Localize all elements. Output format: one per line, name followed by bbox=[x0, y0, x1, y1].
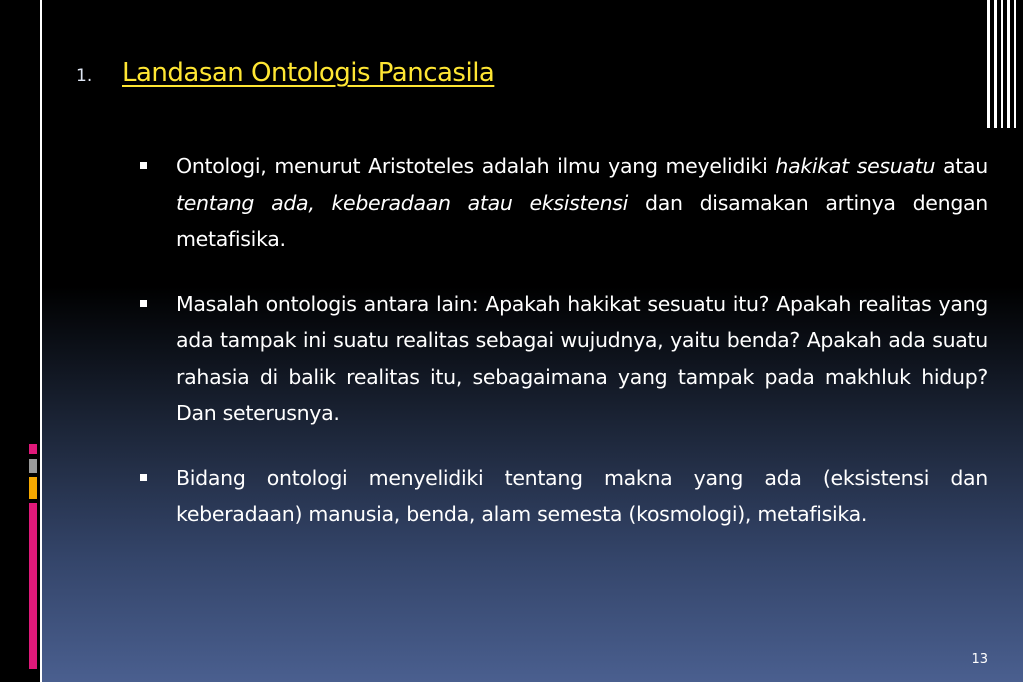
bullet-text: dan disamakan artinya dengan metafisika. bbox=[176, 190, 988, 251]
bullet-square-icon bbox=[140, 162, 147, 169]
stripe bbox=[1007, 0, 1010, 128]
page-number: 13 bbox=[971, 652, 988, 667]
bullet-text: Bidang ontologi menyelidiki tentang makna yang ada (eksistensi dan keberadaan) manusia, benda, alam semesta (kosmologi), metafisika. bbox=[176, 465, 988, 526]
bullet-item bbox=[138, 148, 988, 258]
decor-bar-pink-long bbox=[29, 503, 37, 669]
stripe bbox=[1014, 0, 1016, 128]
stripe bbox=[1001, 0, 1003, 128]
bullet-square-icon bbox=[140, 300, 147, 307]
left-white-edge bbox=[40, 0, 42, 682]
bullet-item bbox=[138, 460, 988, 533]
bullet-text: Masalah ontologis antara lain: Apakah hakikat sesuatu itu? Apakah realitas yang ada tampak ini suatu realitas sebagai wujudnya, yaitu benda? Apakah ada suatu rahasia di balik realitas itu, sebagaimana yang tampak pada makhluk hidup? Dan seterusnya. bbox=[176, 291, 988, 425]
bullet-square-icon bbox=[140, 474, 147, 481]
bullet-text-italic: tentang ada, keberadaan atau eksistensi bbox=[176, 190, 629, 215]
bullet-text-italic: hakikat sesuatu bbox=[775, 154, 936, 178]
heading-number: 1. bbox=[76, 66, 93, 86]
bullet-text: Ontologi, menurut Aristoteles adalah ilmu yang meyelidiki bbox=[176, 154, 776, 178]
bullet-list bbox=[138, 148, 988, 533]
stripe bbox=[994, 0, 997, 128]
stripe bbox=[987, 0, 990, 128]
top-right-stripes bbox=[983, 0, 1023, 128]
bullet-text: atau bbox=[935, 154, 988, 178]
bullet-item bbox=[138, 286, 988, 432]
decor-bar-orange bbox=[29, 477, 37, 499]
decor-bar-pink-top bbox=[29, 444, 37, 454]
slide-heading: Landasan Ontologis Pancasila bbox=[122, 58, 495, 88]
decor-bar-gray bbox=[29, 459, 37, 473]
left-decorative-strip bbox=[0, 0, 40, 682]
